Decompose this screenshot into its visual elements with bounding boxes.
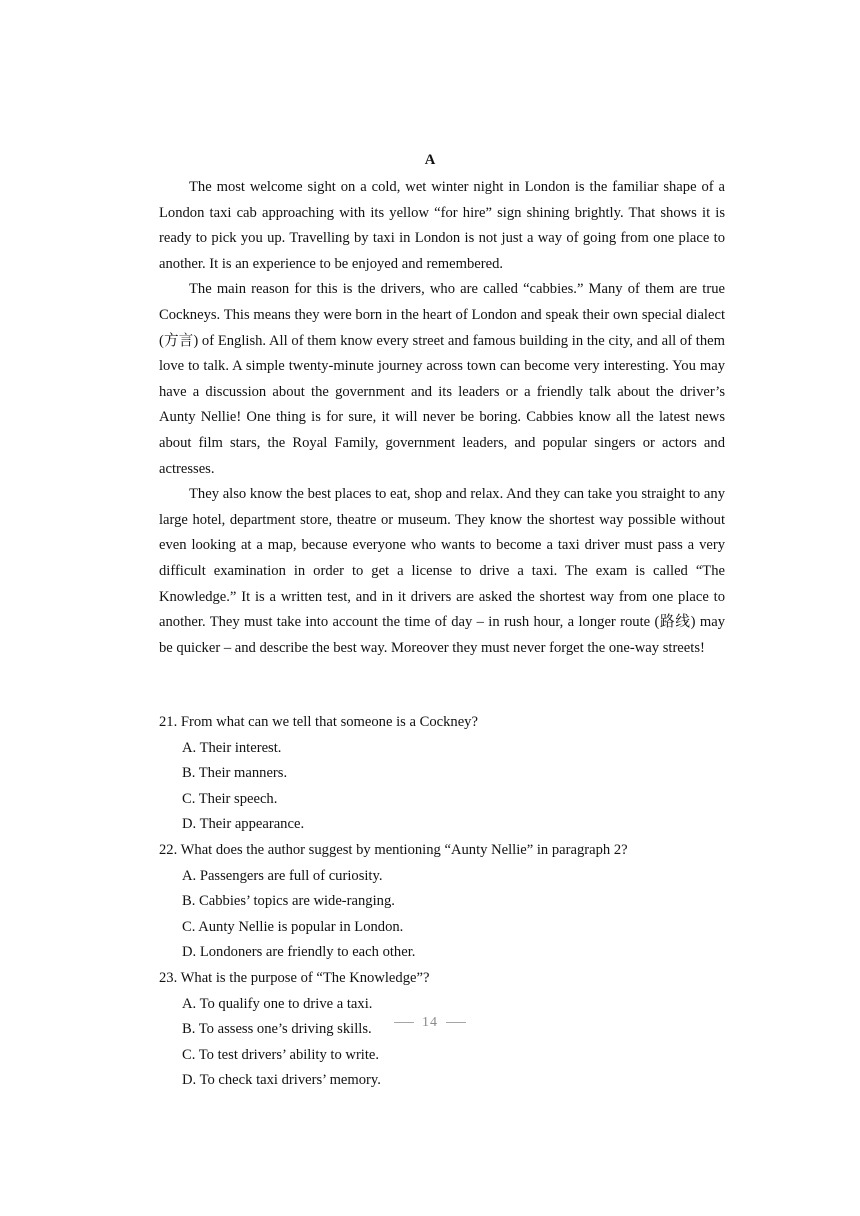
paragraph: They also know the best places to eat, shop and relax. And they can take you straight to any large hotel, department store, theatre or museum. They know the shortest way possible without even looking at a map, because everyone who wants to become a taxi driver must pass a very difficult examination in order to get a license to drive a taxi. The exam is called “The Knowledge.” It is a written test, and in it drivers are asked the shortest way from one place to another. They must take into account the time of day – in rush hour, a longer route (路线) may be quicker – and describe the best way. Moreover they must never forget the one-way streets! xyxy=(159,486,725,656)
option-list xyxy=(159,864,725,966)
option-list xyxy=(159,736,725,838)
passage xyxy=(159,175,725,661)
right-dash xyxy=(446,1022,466,1023)
option-c: C. Aunty Nellie is popular in London. xyxy=(182,918,404,935)
option-d: D. Their appearance. xyxy=(182,816,305,833)
page-number: 14 xyxy=(422,1015,438,1030)
question-stem: 21. From what can we tell that someone is a Cockney? xyxy=(159,714,478,730)
page-number-footer xyxy=(0,1015,860,1031)
option-list xyxy=(159,992,725,1094)
option-c: C. To test drivers’ ability to write. xyxy=(182,1046,380,1063)
option-b: B. Their manners. xyxy=(182,765,288,782)
option-b: B. To assess one’s driving skills. xyxy=(182,1021,372,1038)
option-a: A. To qualify one to drive a taxi. xyxy=(182,995,373,1012)
left-dash xyxy=(394,1022,414,1023)
option-b: B. Cabbies’ topics are wide-ranging. xyxy=(182,893,395,910)
paragraph: The most welcome sight on a cold, wet winter night in London is the familiar shape of a London taxi cab approaching with its yellow “for hire” sign shining brightly. That shows it is ready to pick you up. Travelling by taxi in London is not just a way of going from one place to another. It is an experience to be enjoyed and remembered. xyxy=(159,179,725,272)
question-list xyxy=(159,710,725,1094)
option-c: C. Their speech. xyxy=(182,790,278,807)
question-22 xyxy=(159,838,725,966)
question-stem: 23. What is the purpose of “The Knowledge”? xyxy=(159,969,430,986)
paragraph: The main reason for this is the drivers, who are called “cabbies.” Many of them are true Cockneys. This means they were born in the heart of London and speak their own special dialect (方言) of English. All of them know every street and famous building in the city, and all of them love to talk. A simple twenty-minute journey across town can become very interesting. You may have a discussion about the government and its leaders or a friendly talk about the driver’s Aunty Nellie! One thing is for sure, it will never be boring. Cabbies know all the latest news about film stars, the Royal Family, government leaders, and popular singers or actors and actresses. xyxy=(159,281,725,477)
option-d: D. Londoners are friendly to each other. xyxy=(182,944,416,961)
option-a: A. Their interest. xyxy=(182,739,282,756)
question-stem: 22. What does the author suggest by mentioning “Aunty Nellie” in paragraph 2? xyxy=(159,841,628,858)
question-21 xyxy=(159,710,725,838)
passage-heading: A xyxy=(424,152,436,168)
option-a: A. Passengers are full of curiosity. xyxy=(182,867,383,884)
option-d: D. To check taxi drivers’ memory. xyxy=(182,1072,381,1089)
